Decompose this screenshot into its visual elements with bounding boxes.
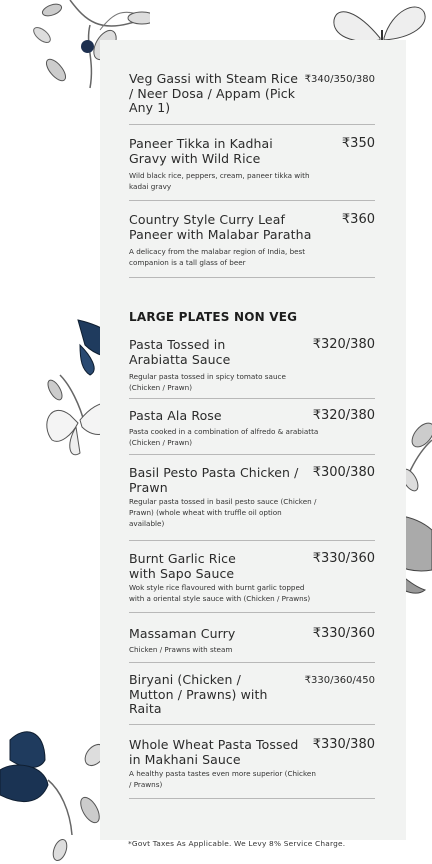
footnote: *Govt Taxes As Applicable. We Levy 8% Service Charge. (128, 839, 346, 848)
divider (129, 612, 375, 613)
divider (129, 798, 375, 799)
bottom-left-butterfly-icon (0, 710, 115, 864)
divider (129, 277, 375, 278)
menu-item (129, 409, 375, 448)
menu-item (129, 552, 375, 604)
item-price: ₹330/360 (312, 551, 375, 566)
item-name: Massaman Curry (129, 626, 236, 641)
menu-item (129, 673, 375, 717)
divider (129, 200, 375, 201)
item-price: ₹330/380 (312, 737, 375, 752)
divider (129, 724, 375, 725)
item-price: ₹330/360 (312, 626, 375, 641)
menu-item (129, 338, 375, 393)
item-description: Regular pasta tossed in basil pesto sauce (Chicken / Prawn) (whole wheat with truffle oil option available) (129, 497, 317, 528)
divider (129, 540, 375, 541)
item-description: A healthy pasta tastes even more superior (Chicken / Prawns) (129, 769, 316, 789)
item-description: A delicacy from the malabar region of India, best companion is a tall glass of beer (129, 247, 306, 267)
menu-item (129, 627, 375, 655)
item-price: ₹320/380 (312, 408, 375, 423)
menu-item (129, 72, 375, 116)
item-description: Wild black rice, peppers, cream, paneer tikka with kadai gravy (129, 171, 310, 191)
item-price: ₹360 (341, 212, 375, 227)
menu-item (129, 213, 375, 268)
item-name: Burnt Garlic Rice with Sapo Sauce (129, 551, 236, 581)
menu-item (129, 738, 375, 790)
divider (129, 662, 375, 663)
item-name: Pasta Ala Rose (129, 408, 222, 423)
item-price: ₹340/350/380 (304, 74, 375, 85)
item-description: Regular pasta tossed in spicy tomato sauce (Chicken / Prawn) (129, 372, 286, 392)
menu-item (129, 466, 375, 529)
item-price: ₹300/380 (312, 465, 375, 480)
item-name: Paneer Tikka in Kadhai Gravy with Wild Rice (129, 136, 273, 166)
divider (129, 124, 375, 125)
menu-item (129, 137, 375, 192)
divider (129, 454, 375, 455)
item-name: Basil Pesto Pasta Chicken / Prawn (129, 465, 299, 495)
item-description: Wok style rice flavoured with burnt garlic topped with a oriental style sauce with (Chicken / Prawns) (129, 583, 311, 603)
item-name: Biryani (Chicken / Mutton / Prawns) with Raita (129, 672, 268, 716)
item-description: Chicken / Prawns with steam (129, 644, 233, 654)
section-heading: LARGE PLATES NON VEG (129, 310, 298, 324)
item-price: ₹320/380 (312, 337, 375, 352)
item-name: Pasta Tossed in Arabiatta Sauce (129, 337, 231, 367)
berry-icon (81, 40, 94, 53)
item-name: Whole Wheat Pasta Tossed in Makhani Sauce (129, 737, 299, 767)
item-name: Country Style Curry Leaf Paneer with Malabar Paratha (129, 212, 312, 242)
item-price: ₹330/360/450 (304, 675, 375, 686)
item-description: Pasta cooked in a combination of alfredo & arabiatta (Chicken / Prawn) (129, 426, 319, 447)
item-name: Veg Gassi with Steam Rice / Neer Dosa / Appam (Pick Any 1) (129, 71, 299, 115)
item-price: ₹350 (341, 136, 375, 151)
divider (129, 398, 375, 399)
